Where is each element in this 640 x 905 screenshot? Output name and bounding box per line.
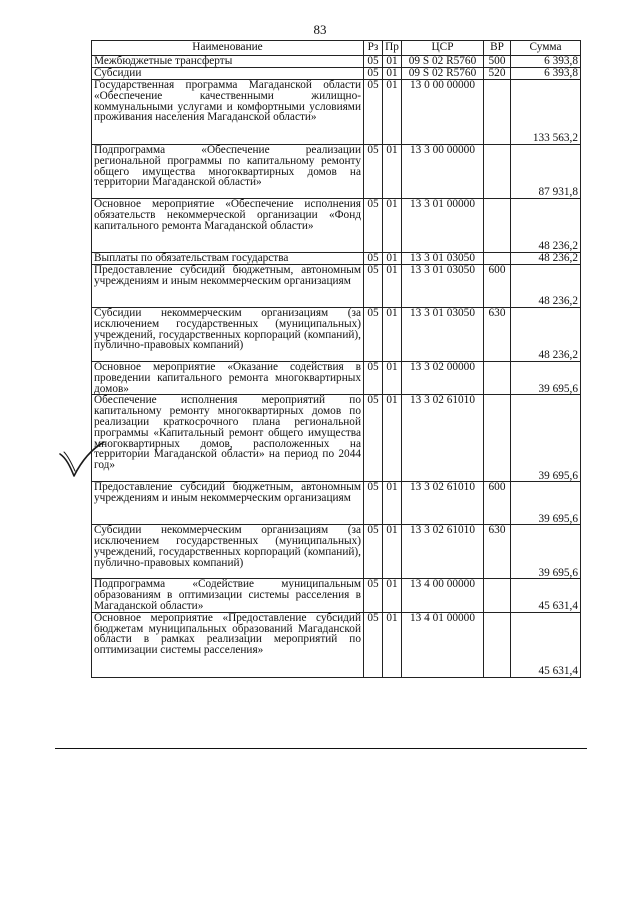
row-csr: 13 3 02 00000: [402, 362, 484, 395]
row-csr: 13 4 01 00000: [402, 612, 484, 677]
row-sum: 48 236,2: [511, 253, 581, 265]
row-sum: 6 393,8: [511, 56, 581, 68]
handwritten-checkmark-icon: [58, 440, 106, 480]
row-rz: 05: [364, 612, 383, 677]
row-vr: [484, 199, 511, 253]
row-sum: 6 393,8: [511, 68, 581, 80]
row-sum: 48 236,2: [511, 199, 581, 253]
row-vr: [484, 579, 511, 612]
table-row: [92, 579, 581, 612]
row-csr: 13 3 02 61010: [402, 482, 484, 525]
row-pr: 01: [383, 56, 402, 68]
row-csr: 13 4 00 00000: [402, 579, 484, 612]
row-sum: 39 695,6: [511, 395, 581, 482]
row-rz: 05: [364, 395, 383, 482]
row-name: Выплаты по обязательствам государства: [92, 253, 364, 265]
row-csr: 13 0 00 00000: [402, 80, 484, 145]
header-sum: Сумма: [511, 41, 581, 56]
header-rz: Рз: [364, 41, 383, 56]
row-pr: 01: [383, 253, 402, 265]
table-row: [92, 145, 581, 199]
row-sum: 45 631,4: [511, 612, 581, 677]
row-sum: 48 236,2: [511, 308, 581, 362]
row-sum: 39 695,6: [511, 362, 581, 395]
row-pr: 01: [383, 362, 402, 395]
row-rz: 05: [364, 80, 383, 145]
row-vr: [484, 80, 511, 145]
row-rz: 05: [364, 68, 383, 80]
table-body: [92, 56, 581, 678]
row-rz: 05: [364, 362, 383, 395]
row-pr: 01: [383, 80, 402, 145]
row-pr: 01: [383, 199, 402, 253]
row-rz: 05: [364, 56, 383, 68]
row-csr: 13 3 01 03050: [402, 253, 484, 265]
table-row: [92, 68, 581, 80]
row-vr: [484, 145, 511, 199]
row-name: Основное мероприятие «Обеспечение исполнения обязательств некоммерческой организации «Фонд капитального ремонта Магаданской области»: [92, 199, 364, 253]
row-sum: 48 236,2: [511, 265, 581, 308]
row-csr: 13 3 01 00000: [402, 199, 484, 253]
row-rz: 05: [364, 145, 383, 199]
row-pr: 01: [383, 395, 402, 482]
row-rz: 05: [364, 308, 383, 362]
row-csr: 13 3 01 03050: [402, 265, 484, 308]
row-name: Государственная программа Магаданской области «Обеспечение качественными жилищно-коммунальными услугами и комфортными условиями проживания населения Магаданской области»: [92, 80, 364, 145]
row-pr: 01: [383, 68, 402, 80]
header-vr: ВР: [484, 41, 511, 56]
row-vr: 600: [484, 265, 511, 308]
row-pr: 01: [383, 579, 402, 612]
row-pr: 01: [383, 525, 402, 579]
table-row: [92, 525, 581, 579]
row-name: Подпрограмма «Обеспечение реализации региональной программы по капитальному ремонту общего имущества многоквартирных домов на территории Магаданской области»: [92, 145, 364, 199]
row-name: Предоставление субсидий бюджетным, автономным учреждениям и иным некоммерческим организациям: [92, 265, 364, 308]
row-csr: 13 3 01 03050: [402, 308, 484, 362]
table-row: [92, 362, 581, 395]
row-name: Основное мероприятие «Оказание содействия в проведении капитального ремонта многоквартирных домов»: [92, 362, 364, 395]
row-vr: [484, 362, 511, 395]
row-sum: 39 695,6: [511, 482, 581, 525]
row-sum: 87 931,8: [511, 145, 581, 199]
table-row: [92, 265, 581, 308]
table-row: [92, 80, 581, 145]
row-name: Подпрограмма «Содействие муниципальным образованиям в оптимизации системы расселения в Магаданской области»: [92, 579, 364, 612]
row-sum: 39 695,6: [511, 525, 581, 579]
header-name: Наименование: [92, 41, 364, 56]
table-row: [92, 612, 581, 677]
row-pr: 01: [383, 308, 402, 362]
table-row: [92, 199, 581, 253]
row-csr: 13 3 02 61010: [402, 525, 484, 579]
budget-table: [91, 40, 581, 678]
row-vr: 630: [484, 308, 511, 362]
row-rz: 05: [364, 525, 383, 579]
row-pr: 01: [383, 145, 402, 199]
row-rz: 05: [364, 579, 383, 612]
table-row: [92, 482, 581, 525]
table-row: [92, 253, 581, 265]
row-rz: 05: [364, 253, 383, 265]
row-csr: 13 3 00 00000: [402, 145, 484, 199]
row-name: Межбюджетные трансферты: [92, 56, 364, 68]
row-vr: 600: [484, 482, 511, 525]
row-pr: 01: [383, 265, 402, 308]
row-rz: 05: [364, 265, 383, 308]
row-name: Обеспечение исполнения мероприятий по капитальному ремонту многоквартирных домов по реализации краткосрочного плана региональной программы «Капитальный ремонт общего имущества многоквартирных домов, расположенных на территории Магаданской области» на период по 2044 год»: [92, 395, 364, 482]
row-csr: 09 S 02 R5760: [402, 68, 484, 80]
row-vr: [484, 612, 511, 677]
row-vr: [484, 253, 511, 265]
row-name: Основное мероприятие «Предоставление субсидий бюджетам муниципальных образований Магаданской области в рамках реализации мероприятий по оптимизации системы расселения»: [92, 612, 364, 677]
row-rz: 05: [364, 199, 383, 253]
table-row: [92, 308, 581, 362]
row-pr: 01: [383, 482, 402, 525]
row-name: Предоставление субсидий бюджетным, автономным учреждениям и иным некоммерческим организациям: [92, 482, 364, 525]
row-name: Субсидии: [92, 68, 364, 80]
row-sum: 133 563,2: [511, 80, 581, 145]
row-vr: 520: [484, 68, 511, 80]
header-pr: Пр: [383, 41, 402, 56]
row-csr: 09 S 02 R5760: [402, 56, 484, 68]
row-pr: 01: [383, 612, 402, 677]
row-rz: 05: [364, 482, 383, 525]
row-sum: 45 631,4: [511, 579, 581, 612]
row-vr: [484, 395, 511, 482]
table-row: [92, 395, 581, 482]
row-name: Субсидии некоммерческим организациям (за исключением государственных (муниципальных) учреждений, государственных корпораций (компаний), публично-правовых компаний): [92, 308, 364, 362]
row-vr: 500: [484, 56, 511, 68]
bottom-rule: [55, 748, 587, 749]
header-csr: ЦСР: [402, 41, 484, 56]
row-vr: 630: [484, 525, 511, 579]
row-csr: 13 3 02 61010: [402, 395, 484, 482]
row-name: Субсидии некоммерческим организациям (за исключением государственных (муниципальных) учреждений, государственных корпораций (компаний), публично-правовых компаний): [92, 525, 364, 579]
table-row: [92, 56, 581, 68]
table-header-row: [92, 41, 581, 56]
page-number: 83: [313, 22, 327, 37]
